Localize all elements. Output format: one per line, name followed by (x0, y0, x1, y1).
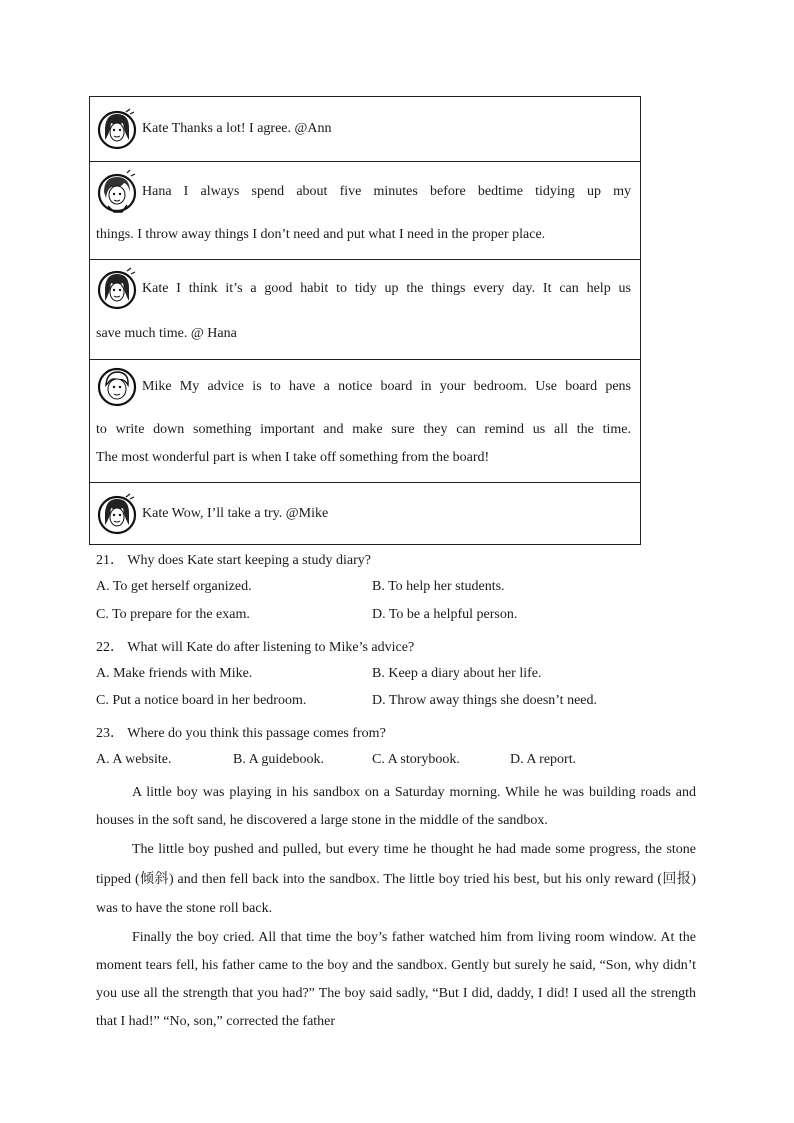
q22-option-d: D. Throw away things she doesn’t need. (372, 693, 597, 708)
post-cell (90, 162, 641, 260)
post-text: Mike My advice is to have a notice board in your bedroom. Use board pens (142, 379, 631, 394)
post-row (90, 483, 641, 545)
post-cell (90, 97, 641, 162)
q22-option-c: C. Put a notice board in her bedroom. (96, 693, 307, 708)
post-row (90, 162, 641, 260)
post-row (90, 97, 641, 162)
post-cell (90, 260, 641, 360)
girl-avatar-icon (96, 106, 140, 152)
post-text: Hana I always spend about five minutes before bedtime tidying up my (142, 184, 631, 199)
girl-avatar-icon (96, 168, 140, 216)
girl-avatar-icon (96, 265, 140, 313)
passage-paragraph: A little boy was playing in his sandbox on a Saturday morning. While he was building roads and houses in the soft sand, he discovered a large stone in the middle of the sandbox. (96, 785, 696, 828)
post-text-continued: The most wonderful part is when I take off something from the board! (96, 450, 490, 465)
q23-option-b: B. A guidebook. (233, 752, 325, 767)
post-row (90, 260, 641, 360)
post-cell (90, 483, 641, 545)
q23-option-c: C. A storybook. (372, 752, 460, 767)
post-text-continued: save much time. @ Hana (96, 326, 237, 341)
girl-avatar-icon (96, 491, 140, 537)
post-text: Kate Wow, I’ll take a try. @Mike (142, 505, 329, 521)
q21-option-b: B. To help her students. (372, 579, 505, 594)
post-text-continued: things. I throw away things I don’t need and put what I need in the proper place. (96, 227, 546, 242)
chat-posts-table (89, 96, 641, 545)
question-21-stem: 21． Why does Kate start keeping a study diary? (96, 553, 372, 568)
post-cell (90, 360, 641, 483)
post-text: Kate Thanks a lot! I agree. @Ann (142, 121, 332, 136)
q22-option-a: A. Make friends with Mike. (96, 666, 253, 681)
post-row (90, 360, 641, 483)
q23-option-a: A. A website. (96, 752, 172, 767)
q21-option-d: D. To be a helpful person. (372, 607, 518, 622)
post-text-continued: to write down something important and make sure they can remind us all the time. (96, 422, 631, 437)
q23-option-d: D. A report. (510, 752, 577, 767)
boy-avatar-icon (96, 365, 140, 409)
question-22-stem: 22． What will Kate do after listening to Mike’s advice? (96, 640, 415, 655)
passage-paragraph: The little boy pushed and pulled, but every time he thought he had made some progress, the stone tipped (倾斜) and then fell back into the sandbox. The little boy tried his best, but his only reward (回报) was to have the stone roll back. (96, 842, 696, 916)
q21-option-c: C. To prepare for the exam. (96, 607, 250, 622)
passage-paragraph: Finally the boy cried. All that time the boy’s father watched him from living room window. At the moment tears fell, his father came to the boy and the sandbox. Gently but surely he said, “Son, why didn’t you use all the strength that you had?” The boy said sadly, “But I did, daddy, I did! I used all the strength that I had!” “No, son,” corrected the father (96, 929, 696, 1029)
q22-option-b: B. Keep a diary about her life. (372, 666, 542, 681)
q21-option-a: A. To get herself organized. (96, 579, 252, 594)
question-23-stem: 23． Where do you think this passage comes from? (96, 726, 386, 741)
post-text: Kate I think it’s a good habit to tidy up the things every day. It can help us (142, 281, 631, 296)
reading-passage (96, 779, 696, 1036)
